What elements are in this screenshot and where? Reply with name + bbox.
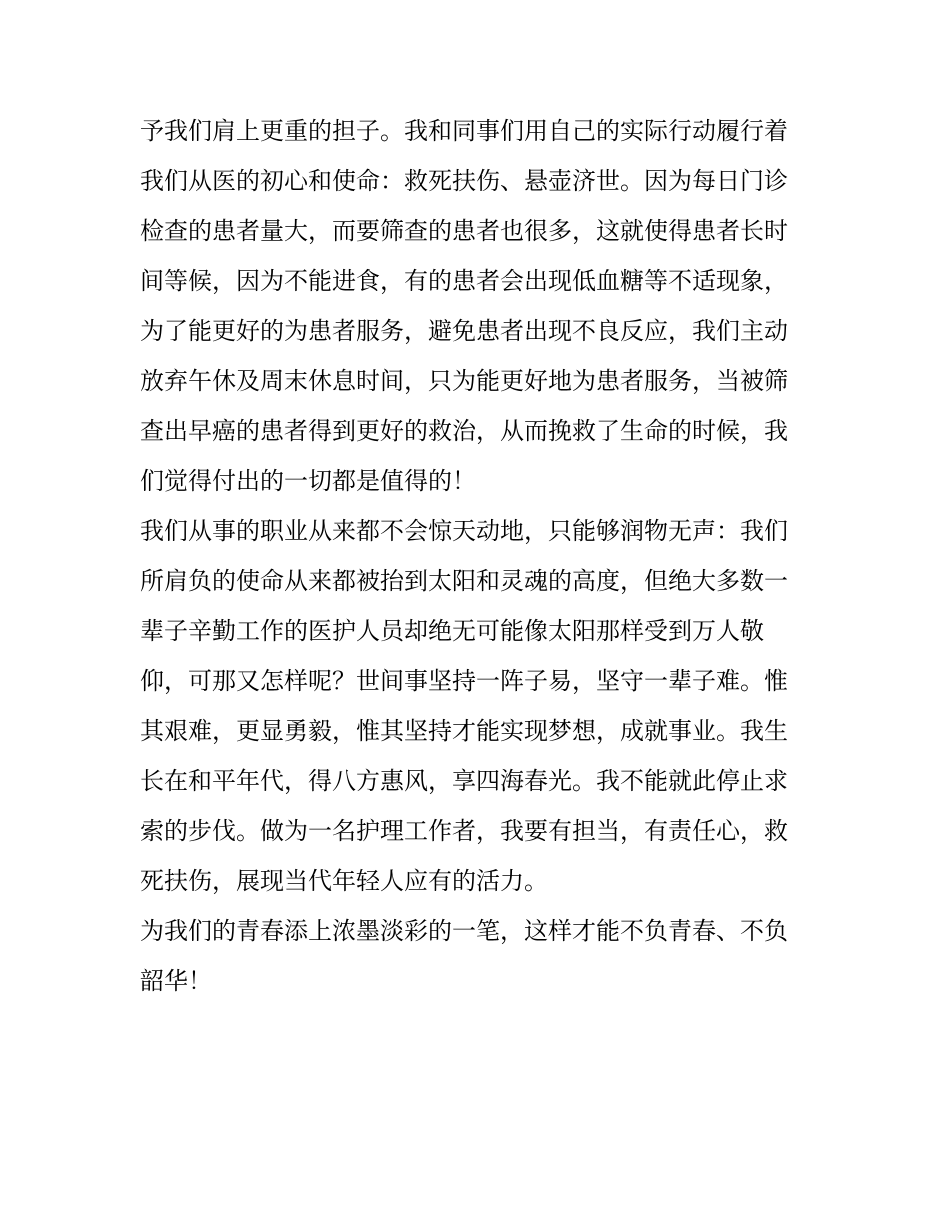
text-line: 我们从医的初心和使命：救死扶伤、悬壶济世。因为每日门诊 [140, 167, 788, 195]
text-line: 长在和平年代，得八方惠风，享四海春光。我不能就此停止求 [140, 767, 788, 795]
text-line: 索的步伐。做为一名护理工作者，我要有担当，有责任心，救 [140, 817, 788, 845]
text-line: 韶华！ [140, 967, 212, 995]
paragraph [140, 506, 812, 906]
text-line: 仰，可那又怎样呢？世间事坚持一阵子易，坚守一辈子难。惟 [140, 667, 788, 695]
text-line: 死扶伤，展现当代年轻人应有的活力。 [140, 867, 548, 895]
text-line: 间等候，因为不能进食，有的患者会出现低血糖等不适现象， [140, 267, 788, 295]
text-line: 予我们肩上更重的担子。我和同事们用自己的实际行动履行着 [140, 117, 788, 145]
text-line: 其艰难，更显勇毅，惟其坚持才能实现梦想，成就事业。我生 [140, 717, 788, 745]
text-line: 放弃午休及周末休息时间，只为能更好地为患者服务，当被筛 [140, 367, 788, 395]
text-line: 们觉得付出的一切都是值得的！ [140, 467, 476, 495]
document-body [140, 106, 812, 1006]
text-line: 查出早癌的患者得到更好的救治，从而挽救了生命的时候，我 [140, 417, 788, 445]
paragraph [140, 106, 812, 506]
paragraph [140, 906, 812, 1006]
text-line: 所肩负的使命从来都被抬到太阳和灵魂的高度，但绝大多数一 [140, 567, 788, 595]
text-line: 我们从事的职业从来都不会惊天动地，只能够润物无声：我们 [140, 517, 788, 545]
text-line: 检查的患者量大，而要筛查的患者也很多，这就使得患者长时 [140, 217, 788, 245]
text-line: 辈子辛勤工作的医护人员却绝无可能像太阳那样受到万人敬 [140, 617, 764, 645]
text-line: 为了能更好的为患者服务，避免患者出现不良反应，我们主动 [140, 317, 788, 345]
text-line: 为我们的青春添上浓墨淡彩的一笔，这样才能不负青春、不负 [140, 917, 788, 945]
